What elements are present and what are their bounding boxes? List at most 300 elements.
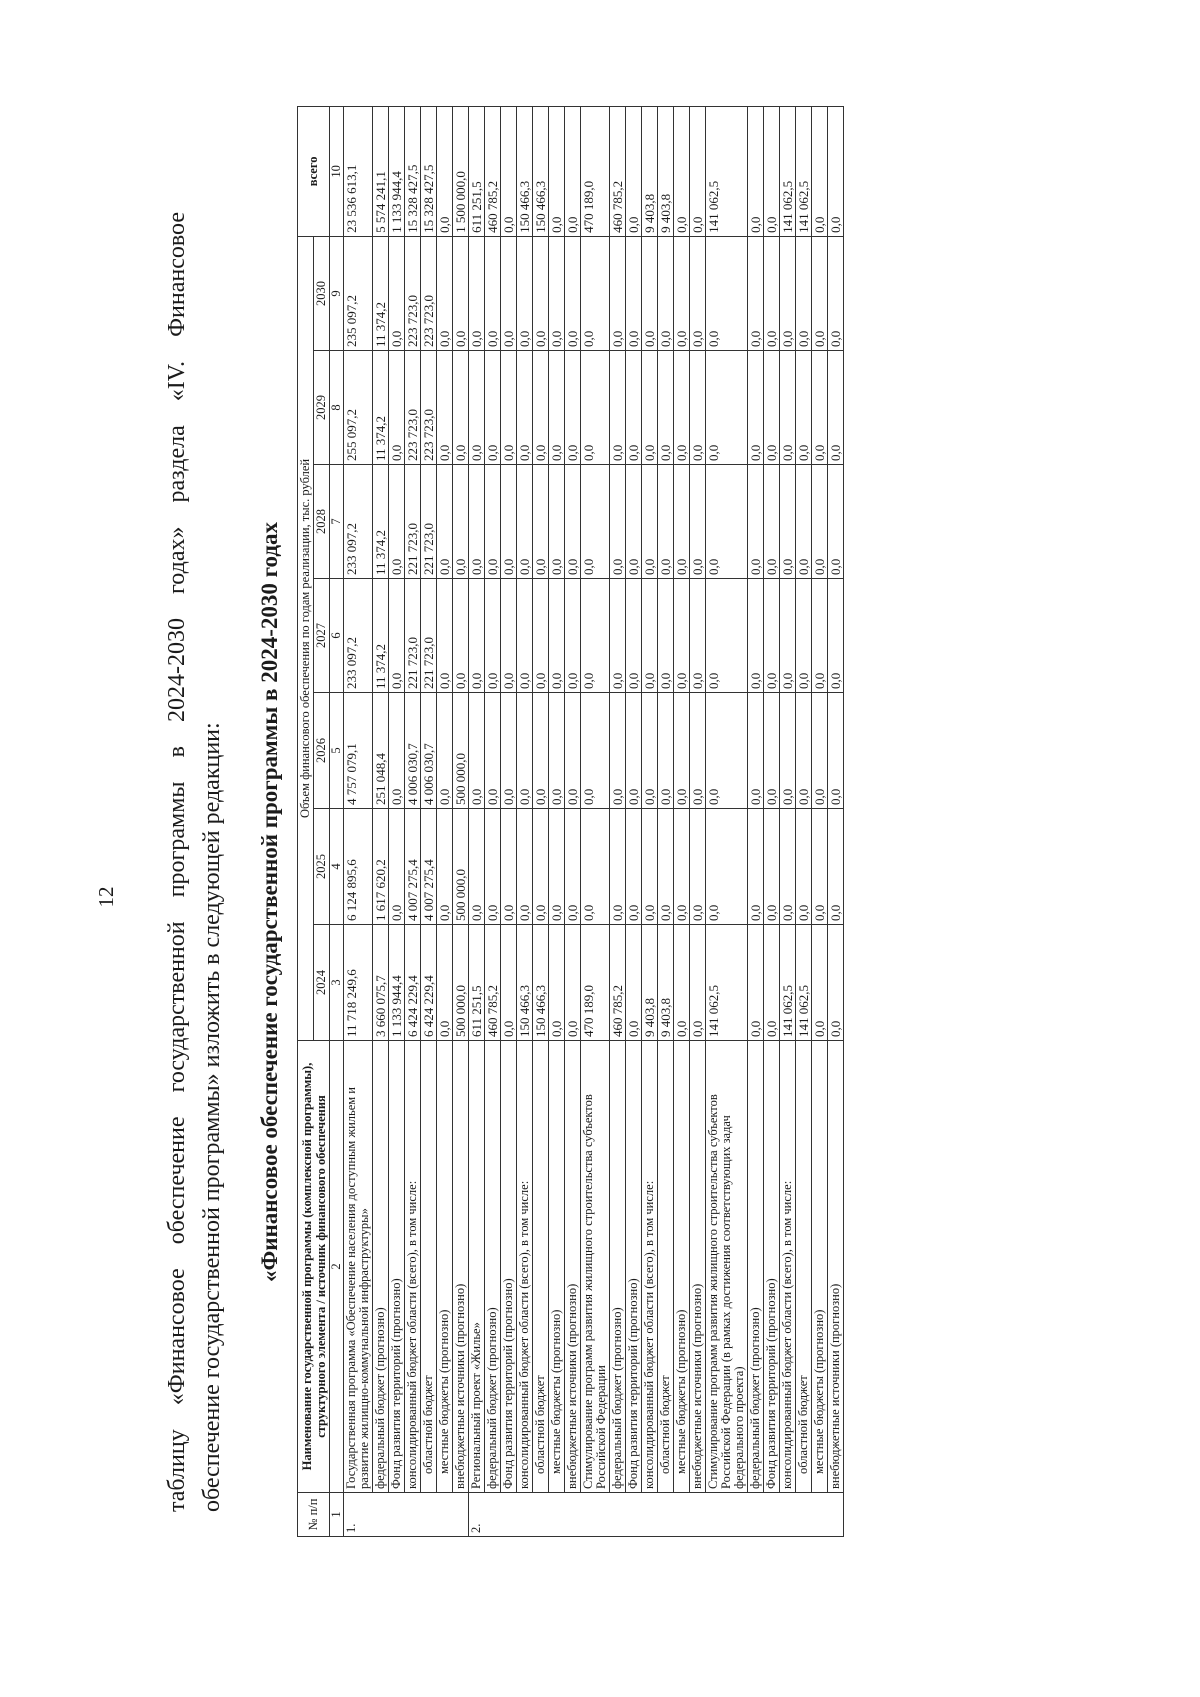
cell-value: 0,0: [780, 351, 796, 465]
cell-value: 0,0: [796, 351, 812, 465]
cell-value: 1 133 944,4: [389, 925, 405, 1041]
cell-value: 221 723,0: [405, 579, 421, 693]
cell-value: 0,0: [812, 465, 828, 579]
cell-value: 251 048,4: [373, 693, 389, 809]
cell-total: 1 500 000,0: [453, 106, 469, 236]
cell-value: 0,0: [581, 579, 610, 693]
cell-value: 0,0: [796, 236, 812, 350]
cell-value: 0,0: [533, 351, 549, 465]
cell-value: 223 723,0: [421, 351, 437, 465]
cell-value: 500 000,0: [453, 809, 469, 925]
cell-value: 4 006 030,7: [421, 693, 437, 809]
cell-value: 0,0: [517, 579, 533, 693]
cell-value: 255 097,2: [344, 351, 373, 465]
cell-value: 0,0: [485, 579, 501, 693]
table-row: [485, 106, 501, 1536]
column-number: 2: [330, 1041, 344, 1493]
cell-value: 0,0: [828, 465, 844, 579]
row-name: местные бюджеты (прогнозно): [812, 1041, 828, 1493]
cell-value: 0,0: [828, 693, 844, 809]
cell-value: 0,0: [658, 809, 674, 925]
cell-value: 0,0: [690, 925, 706, 1041]
header-year: 2030: [314, 236, 330, 350]
cell-value: 0,0: [565, 579, 581, 693]
cell-value: 0,0: [706, 693, 748, 809]
cell-value: 0,0: [626, 925, 642, 1041]
cell-value: 0,0: [610, 693, 626, 809]
cell-value: 0,0: [626, 236, 642, 350]
cell-value: 0,0: [812, 809, 828, 925]
cell-value: 0,0: [389, 351, 405, 465]
row-name: Фонд развития территорий (прогнозно): [501, 1041, 517, 1493]
cell-value: 0,0: [780, 579, 796, 693]
cell-value: 0,0: [469, 579, 485, 693]
table-row: [610, 106, 626, 1536]
cell-value: 0,0: [485, 465, 501, 579]
cell-value: 0,0: [690, 809, 706, 925]
header-year: 2028: [314, 465, 330, 579]
cell-value: 0,0: [690, 236, 706, 350]
cell-value: 3 660 075,7: [373, 925, 389, 1041]
cell-value: 141 062,5: [796, 925, 812, 1041]
cell-value: 0,0: [748, 925, 764, 1041]
cell-total: 0,0: [828, 106, 844, 236]
cell-value: 0,0: [690, 693, 706, 809]
cell-value: 0,0: [501, 925, 517, 1041]
table-row: [373, 106, 389, 1536]
row-name: консолидированный бюджет области (всего), в том числе:: [780, 1041, 796, 1493]
row-name: внебюджетные источники (прогнозно): [828, 1041, 844, 1493]
cell-value: 0,0: [748, 809, 764, 925]
cell-value: 0,0: [748, 579, 764, 693]
cell-total: 23 536 613,1: [344, 106, 373, 236]
table-row: [828, 106, 844, 1536]
cell-value: 235 097,2: [344, 236, 373, 350]
cell-total: 0,0: [565, 106, 581, 236]
cell-value: 0,0: [642, 465, 658, 579]
cell-value: 141 062,5: [780, 925, 796, 1041]
cell-value: 0,0: [565, 236, 581, 350]
cell-value: 0,0: [780, 236, 796, 350]
cell-value: 0,0: [796, 579, 812, 693]
cell-value: 0,0: [533, 236, 549, 350]
header-year: 2027: [314, 579, 330, 693]
cell-value: 0,0: [501, 693, 517, 809]
cell-value: 0,0: [626, 693, 642, 809]
cell-value: 0,0: [642, 809, 658, 925]
cell-value: 0,0: [549, 925, 565, 1041]
cell-total: 460 785,2: [610, 106, 626, 236]
cell-value: 0,0: [642, 579, 658, 693]
row-name: областной бюджет: [421, 1041, 437, 1493]
cell-total: 0,0: [674, 106, 690, 236]
cell-value: 0,0: [812, 693, 828, 809]
cell-value: 0,0: [469, 693, 485, 809]
cell-value: 0,0: [565, 693, 581, 809]
cell-value: 0,0: [610, 465, 626, 579]
cell-value: 0,0: [812, 351, 828, 465]
cell-total: 0,0: [549, 106, 565, 236]
cell-value: 0,0: [764, 351, 780, 465]
cell-value: 0,0: [706, 351, 748, 465]
cell-value: 500 000,0: [453, 693, 469, 809]
row-name: Стимулирование программ развития жилищного строительства субъектов Российской Федерации: [581, 1041, 610, 1493]
header-year: 2029: [314, 351, 330, 465]
cell-value: 0,0: [828, 351, 844, 465]
cell-value: 0,0: [780, 809, 796, 925]
row-number: 2.: [469, 1493, 844, 1537]
cell-value: 0,0: [517, 809, 533, 925]
cell-value: 0,0: [674, 351, 690, 465]
cell-value: 0,0: [764, 809, 780, 925]
cell-value: 0,0: [674, 693, 690, 809]
cell-value: 0,0: [748, 351, 764, 465]
cell-value: 0,0: [764, 465, 780, 579]
column-number: 6: [330, 579, 344, 693]
cell-value: 0,0: [437, 693, 453, 809]
cell-value: 6 424 229,4: [405, 925, 421, 1041]
table-row: [421, 106, 437, 1536]
cell-value: 0,0: [658, 465, 674, 579]
row-name: областной бюджет: [658, 1041, 674, 1493]
table-row: [533, 106, 549, 1536]
cell-value: 223 723,0: [405, 236, 421, 350]
row-name: областной бюджет: [796, 1041, 812, 1493]
cell-total: 0,0: [748, 106, 764, 236]
header-money: Объем финансового обеспечения по годам реализации, тыс. рублей: [298, 236, 314, 1040]
header-year: 2026: [314, 693, 330, 809]
cell-value: 0,0: [485, 693, 501, 809]
cell-value: 0,0: [828, 236, 844, 350]
cell-value: 0,0: [485, 809, 501, 925]
table-row: [389, 106, 405, 1536]
cell-value: 0,0: [796, 465, 812, 579]
table-row: [642, 106, 658, 1536]
cell-value: 0,0: [581, 351, 610, 465]
cell-value: 150 466,3: [517, 925, 533, 1041]
financing-table: [297, 106, 844, 1537]
cell-value: 0,0: [610, 351, 626, 465]
row-name: внебюджетные источники (прогнозно): [453, 1041, 469, 1493]
row-name: внебюджетные источники (прогнозно): [565, 1041, 581, 1493]
header-name: Наименование государственной программы (комплексной программы), структурного элемента / источник финансового обеспечения: [298, 1041, 330, 1493]
cell-value: 0,0: [549, 693, 565, 809]
cell-value: 0,0: [674, 579, 690, 693]
cell-value: 0,0: [812, 925, 828, 1041]
cell-value: 6 124 895,6: [344, 809, 373, 925]
cell-value: 150 466,3: [533, 925, 549, 1041]
row-name: федеральный бюджет (прогнозно): [485, 1041, 501, 1493]
cell-value: 223 723,0: [405, 351, 421, 465]
cell-value: 0,0: [517, 693, 533, 809]
cell-value: 500 000,0: [453, 925, 469, 1041]
row-name: Региональный проект «Жилье»: [469, 1041, 485, 1493]
cell-value: 0,0: [642, 236, 658, 350]
row-name: местные бюджеты (прогнозно): [549, 1041, 565, 1493]
intro-line-1: таблицу «Финансовое обеспечение государственной программы в 2024-2030 годах» раздела «IV. Финансовое: [164, 212, 190, 1512]
cell-value: 0,0: [453, 351, 469, 465]
cell-total: 9 403,8: [658, 106, 674, 236]
cell-value: 0,0: [610, 579, 626, 693]
cell-value: 0,0: [642, 693, 658, 809]
cell-value: 0,0: [469, 809, 485, 925]
cell-value: 0,0: [748, 465, 764, 579]
cell-value: 0,0: [565, 809, 581, 925]
cell-value: 11 374,2: [373, 579, 389, 693]
cell-value: 611 251,5: [469, 925, 485, 1041]
cell-value: 0,0: [437, 809, 453, 925]
cell-value: 0,0: [642, 351, 658, 465]
cell-value: 0,0: [581, 236, 610, 350]
cell-value: 0,0: [469, 236, 485, 350]
cell-value: 0,0: [469, 465, 485, 579]
cell-total: 470 189,0: [581, 106, 610, 236]
cell-total: 0,0: [764, 106, 780, 236]
row-name: областной бюджет: [533, 1041, 549, 1493]
cell-value: 0,0: [690, 465, 706, 579]
cell-value: 0,0: [501, 351, 517, 465]
table-row: [437, 106, 453, 1536]
column-number: 10: [330, 106, 344, 236]
cell-value: 0,0: [565, 465, 581, 579]
cell-value: 221 723,0: [421, 465, 437, 579]
cell-value: 0,0: [764, 236, 780, 350]
row-name: федеральный бюджет (прогнозно): [748, 1041, 764, 1493]
row-name: Фонд развития территорий (прогнозно): [389, 1041, 405, 1493]
cell-value: 0,0: [533, 809, 549, 925]
cell-value: 0,0: [437, 465, 453, 579]
cell-total: 0,0: [437, 106, 453, 236]
row-name: консолидированный бюджет области (всего), в том числе:: [405, 1041, 421, 1493]
row-name: местные бюджеты (прогнозно): [437, 1041, 453, 1493]
cell-value: 0,0: [389, 809, 405, 925]
cell-value: 6 424 229,4: [421, 925, 437, 1041]
cell-value: 0,0: [469, 351, 485, 465]
cell-value: 0,0: [674, 925, 690, 1041]
cell-value: 233 097,2: [344, 465, 373, 579]
cell-value: 0,0: [764, 925, 780, 1041]
column-number: 7: [330, 465, 344, 579]
row-name: федеральный бюджет (прогнозно): [610, 1041, 626, 1493]
cell-value: 0,0: [674, 809, 690, 925]
cell-value: 470 189,0: [581, 925, 610, 1041]
table-row: [344, 106, 373, 1536]
cell-value: 0,0: [533, 693, 549, 809]
cell-total: 611 251,5: [469, 106, 485, 236]
cell-value: 0,0: [690, 579, 706, 693]
column-number: 4: [330, 809, 344, 925]
cell-value: 0,0: [581, 693, 610, 809]
row-name: Государственная программа «Обеспечение населения доступным жильем и развитие жилищно-коммунальной инфраструктуры»: [344, 1041, 373, 1493]
cell-value: 0,0: [610, 809, 626, 925]
cell-value: 0,0: [389, 579, 405, 693]
cell-value: 460 785,2: [485, 925, 501, 1041]
table-row: [405, 106, 421, 1536]
cell-value: 0,0: [501, 465, 517, 579]
cell-value: 4 007 275,4: [421, 809, 437, 925]
cell-value: 0,0: [437, 925, 453, 1041]
cell-total: 5 574 241,1: [373, 106, 389, 236]
table-body: [344, 106, 844, 1536]
cell-value: 233 097,2: [344, 579, 373, 693]
cell-value: 0,0: [706, 236, 748, 350]
table-row: [658, 106, 674, 1536]
table-row: [453, 106, 469, 1536]
table-row: [469, 106, 485, 1536]
cell-total: 150 466,3: [517, 106, 533, 236]
cell-value: 0,0: [533, 465, 549, 579]
cell-value: 0,0: [674, 236, 690, 350]
cell-value: 0,0: [764, 693, 780, 809]
cell-total: 1 133 944,4: [389, 106, 405, 236]
cell-value: 0,0: [517, 351, 533, 465]
cell-value: 221 723,0: [421, 579, 437, 693]
cell-value: 4 007 275,4: [405, 809, 421, 925]
cell-value: 0,0: [453, 579, 469, 693]
table-row: [565, 106, 581, 1536]
cell-total: 150 466,3: [533, 106, 549, 236]
row-name: консолидированный бюджет области (всего), в том числе:: [517, 1041, 533, 1493]
cell-value: 0,0: [828, 809, 844, 925]
table-row: [501, 106, 517, 1536]
cell-value: 0,0: [437, 579, 453, 693]
table-row: [626, 106, 642, 1536]
cell-value: 0,0: [748, 693, 764, 809]
cell-total: 141 062,5: [796, 106, 812, 236]
cell-total: 141 062,5: [780, 106, 796, 236]
cell-total: 0,0: [501, 106, 517, 236]
column-number: 5: [330, 693, 344, 809]
cell-value: 141 062,5: [706, 925, 748, 1041]
column-number: 9: [330, 236, 344, 350]
table-row: [690, 106, 706, 1536]
cell-value: 0,0: [549, 236, 565, 350]
column-number: 3: [330, 925, 344, 1041]
cell-value: 9 403,8: [658, 925, 674, 1041]
intro-line-2: обеспечение государственной программы» изложить в следующей редакции:: [199, 722, 225, 1512]
header-num: № п/п: [298, 1493, 330, 1537]
table-row: [706, 106, 748, 1536]
page-number: 12: [94, 886, 118, 908]
table-row: [796, 106, 812, 1536]
cell-value: 0,0: [780, 693, 796, 809]
cell-value: 0,0: [501, 579, 517, 693]
table-row: [581, 106, 610, 1536]
row-name: местные бюджеты (прогнозно): [674, 1041, 690, 1493]
cell-value: 0,0: [501, 236, 517, 350]
cell-value: 0,0: [549, 351, 565, 465]
row-name: федеральный бюджет (прогнозно): [373, 1041, 389, 1493]
cell-value: 0,0: [748, 236, 764, 350]
header-total: всего: [298, 106, 330, 236]
cell-total: 0,0: [812, 106, 828, 236]
header-row-1: [298, 106, 314, 1536]
column-number: 1: [330, 1493, 344, 1537]
cell-value: 0,0: [706, 809, 748, 925]
table-row: [764, 106, 780, 1536]
cell-value: 0,0: [581, 809, 610, 925]
intro-paragraph: [160, 212, 230, 1512]
cell-value: 0,0: [658, 236, 674, 350]
cell-value: 460 785,2: [610, 925, 626, 1041]
cell-value: 223 723,0: [421, 236, 437, 350]
table-row: [549, 106, 565, 1536]
cell-value: 0,0: [565, 351, 581, 465]
cell-value: 0,0: [626, 351, 642, 465]
cell-value: 0,0: [780, 465, 796, 579]
cell-total: 141 062,5: [706, 106, 748, 236]
row-name: внебюджетные источники (прогнозно): [690, 1041, 706, 1493]
cell-value: 0,0: [796, 693, 812, 809]
cell-value: 0,0: [828, 579, 844, 693]
table-row: [780, 106, 796, 1536]
cell-value: 11 374,2: [373, 465, 389, 579]
cell-value: 11 374,2: [373, 351, 389, 465]
row-name: Стимулирование программ развития жилищного строительства субъектов Российской Федерации (в рамках достижения соответствующих задач федерального проекта): [706, 1041, 748, 1493]
cell-value: 0,0: [517, 465, 533, 579]
cell-value: 0,0: [812, 579, 828, 693]
column-numbers-row: [330, 106, 344, 1536]
cell-value: 0,0: [389, 236, 405, 350]
table-title: «Финансовое обеспечение государственной программы в 2024-2030 годах: [257, 522, 282, 1282]
cell-value: 0,0: [764, 579, 780, 693]
cell-total: 15 328 427,5: [421, 106, 437, 236]
row-name: Фонд развития территорий (прогнозно): [764, 1041, 780, 1493]
cell-value: 0,0: [501, 809, 517, 925]
cell-total: 9 403,8: [642, 106, 658, 236]
cell-value: 0,0: [658, 693, 674, 809]
cell-total: 0,0: [690, 106, 706, 236]
cell-value: 0,0: [485, 351, 501, 465]
table-row: [748, 106, 764, 1536]
cell-value: 0,0: [658, 579, 674, 693]
cell-value: 221 723,0: [405, 465, 421, 579]
cell-value: 0,0: [796, 809, 812, 925]
cell-value: 4 006 030,7: [405, 693, 421, 809]
cell-value: 0,0: [485, 236, 501, 350]
cell-value: 0,0: [549, 579, 565, 693]
cell-value: 1 617 620,2: [373, 809, 389, 925]
cell-value: 0,0: [437, 351, 453, 465]
cell-value: 9 403,8: [642, 925, 658, 1041]
cell-value: 0,0: [626, 465, 642, 579]
header-year: 2025: [314, 809, 330, 925]
cell-value: 0,0: [706, 465, 748, 579]
cell-value: 0,0: [626, 579, 642, 693]
table-row: [674, 106, 690, 1536]
cell-value: 11 374,2: [373, 236, 389, 350]
cell-value: 0,0: [812, 236, 828, 350]
cell-value: 0,0: [626, 809, 642, 925]
cell-value: 0,0: [453, 236, 469, 350]
cell-value: 0,0: [581, 465, 610, 579]
cell-value: 0,0: [389, 465, 405, 579]
cell-value: 0,0: [706, 579, 748, 693]
cell-value: 0,0: [828, 925, 844, 1041]
cell-value: 0,0: [533, 579, 549, 693]
cell-value: 11 718 249,6: [344, 925, 373, 1041]
cell-total: 460 785,2: [485, 106, 501, 236]
header-year: 2024: [314, 925, 330, 1041]
cell-total: 0,0: [626, 106, 642, 236]
cell-value: 0,0: [517, 236, 533, 350]
cell-value: 0,0: [565, 925, 581, 1041]
table-row: [812, 106, 828, 1536]
cell-total: 15 328 427,5: [405, 106, 421, 236]
cell-value: 0,0: [610, 236, 626, 350]
cell-value: 0,0: [658, 351, 674, 465]
row-name: консолидированный бюджет области (всего), в том числе:: [642, 1041, 658, 1493]
